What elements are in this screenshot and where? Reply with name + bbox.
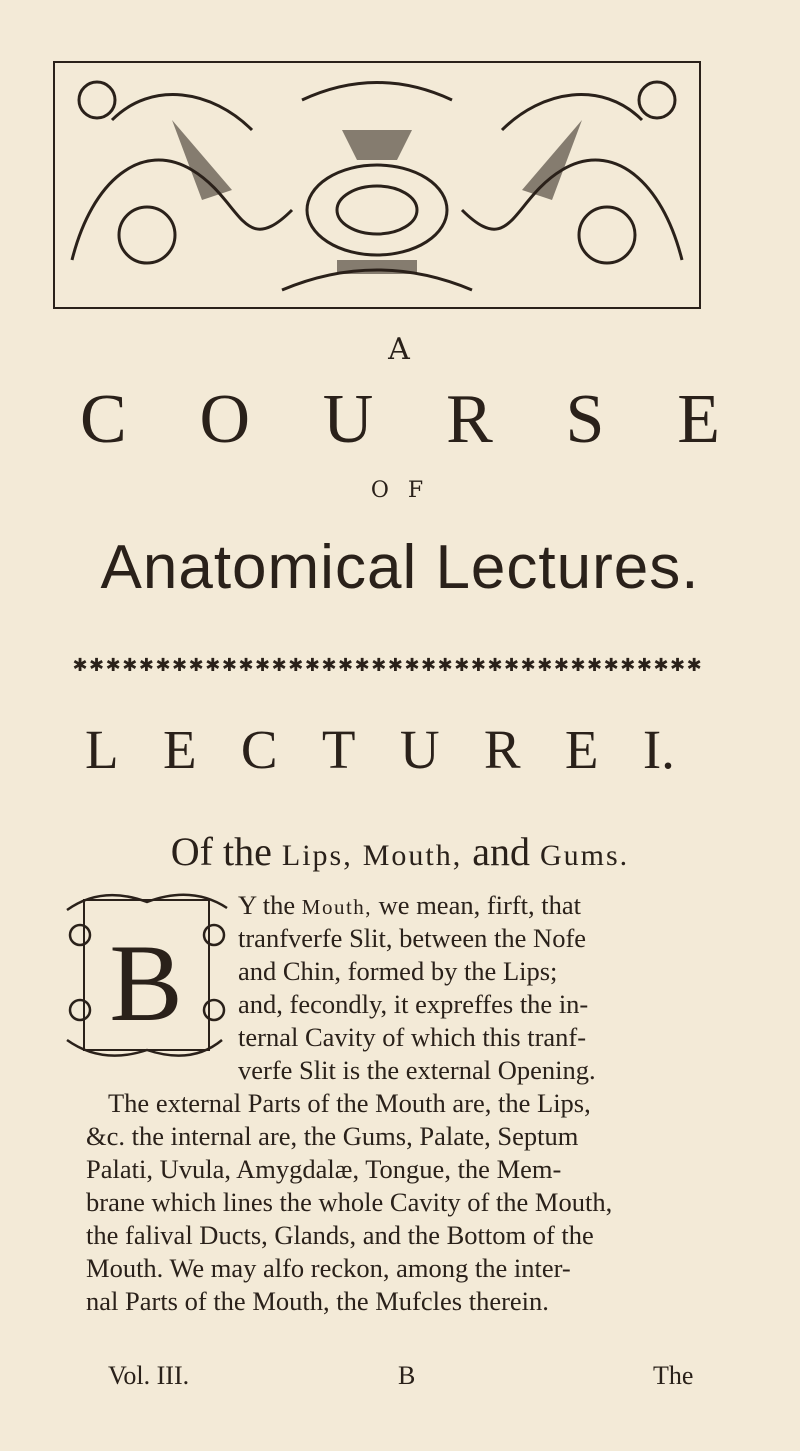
rule-star: ✱	[72, 655, 88, 675]
rule-star: ✱	[371, 655, 387, 675]
rule-star: ✱	[570, 655, 586, 675]
rule-star: ✱	[537, 655, 553, 675]
rule-star: ✱	[271, 655, 287, 675]
body-line: nal Parts of the Mouth, the Mufcles therein.	[86, 1286, 549, 1316]
title-course	[80, 380, 720, 460]
rule-star: ✱	[520, 655, 536, 675]
rule-star: ✱	[255, 655, 271, 675]
body-line: and, fecondly, it expreffes the in-	[238, 989, 589, 1019]
body-line: verfe Slit is the external Opening.	[238, 1055, 596, 1085]
rule-star: ✱	[172, 655, 188, 675]
rule-star: ✱	[321, 655, 337, 675]
course-letter: C	[80, 381, 127, 458]
rule-star: ✱	[653, 655, 669, 675]
lecture-letter: I.	[642, 719, 675, 780]
subtitle-gums: Gums.	[540, 839, 630, 872]
rule-star: ✱	[670, 655, 686, 675]
rule-star: ✱	[470, 655, 486, 675]
rule-star: ✱	[205, 655, 221, 675]
rule-star: ✱	[636, 655, 652, 675]
rule-star: ✱	[686, 655, 702, 675]
body-line: ternal Cavity of which this tranf-	[238, 1022, 587, 1052]
body-line: &c. the internal are, the Gums, Palate, Septum	[86, 1121, 579, 1151]
body-line: the falival Ducts, Glands, and the Bottom of the	[86, 1220, 594, 1250]
lecture-letter: L	[85, 719, 119, 780]
course-letter: O	[199, 381, 251, 458]
title-of: O F	[370, 478, 430, 503]
rule-star: ✱	[338, 655, 354, 675]
lecture-letter: T	[321, 719, 356, 780]
volume-number: Vol. III.	[108, 1361, 190, 1390]
lecture-heading	[85, 718, 675, 781]
rule-star: ✱	[603, 655, 619, 675]
body-line: Y the Mouth, we mean, firft, that	[238, 890, 582, 920]
rule-star: ✱	[122, 655, 138, 675]
rule-star: ✱	[487, 655, 503, 675]
subtitle-of-the: Of the	[170, 829, 272, 874]
body-line: brane which lines the whole Cavity of the Mouth,	[86, 1187, 613, 1217]
rule-star: ✱	[620, 655, 636, 675]
signature-mark: B	[398, 1361, 416, 1390]
catchword: The	[653, 1361, 694, 1390]
rule-star: ✱	[238, 655, 254, 675]
lecture-letter: E	[564, 719, 599, 780]
lecture-subtitle	[0, 828, 800, 875]
rule-star: ✱	[89, 655, 105, 675]
lecture-letter: E	[162, 719, 197, 780]
rule-star: ✱	[221, 655, 237, 675]
course-letter: E	[677, 381, 720, 458]
rule-star: ✱	[387, 655, 403, 675]
rule-star: ✱	[553, 655, 569, 675]
subtitle-and: and	[472, 829, 530, 874]
rule-star: ✱	[155, 655, 171, 675]
lecture-letter: U	[399, 719, 440, 780]
rule-star: ✱	[454, 655, 470, 675]
course-letter: R	[446, 381, 493, 458]
ornamental-headpiece	[52, 60, 702, 310]
rule-star: ✱	[354, 655, 370, 675]
subtitle-mouth: Mouth,	[362, 839, 463, 872]
body-line: Mouth. We may alfo reckon, among the inter-	[86, 1253, 571, 1283]
title-article: A	[388, 332, 412, 367]
rule-star: ✱	[105, 655, 121, 675]
subtitle-lips: Lips,	[281, 839, 353, 872]
rule-star: ✱	[504, 655, 520, 675]
rule-star: ✱	[421, 655, 437, 675]
drop-cap-letter: B	[109, 922, 183, 1044]
title-anatomical-lectures: Anatomical Lectures.	[100, 533, 700, 602]
body-line: and Chin, formed by the Lips;	[238, 956, 558, 986]
body-line: Palati, Uvula, Amygdalæ, Tongue, the Mem-	[86, 1154, 562, 1184]
lecture-letter: C	[240, 719, 278, 780]
rule-star: ✱	[437, 655, 453, 675]
ornamental-rule	[72, 653, 712, 675]
body-line: tranfverfe Slit, between the Nofe	[238, 923, 587, 953]
rule-star: ✱	[288, 655, 304, 675]
rule-star: ✱	[188, 655, 204, 675]
course-letter: S	[565, 381, 605, 458]
ornamental-initial-b	[62, 890, 230, 1062]
rule-star: ✱	[138, 655, 154, 675]
lecture-letter: R	[483, 719, 521, 780]
body-line: The external Parts of the Mouth are, the Lips,	[108, 1088, 591, 1118]
rule-star: ✱	[587, 655, 603, 675]
rule-star: ✱	[404, 655, 420, 675]
course-letter: U	[322, 381, 374, 458]
rule-star: ✱	[304, 655, 320, 675]
